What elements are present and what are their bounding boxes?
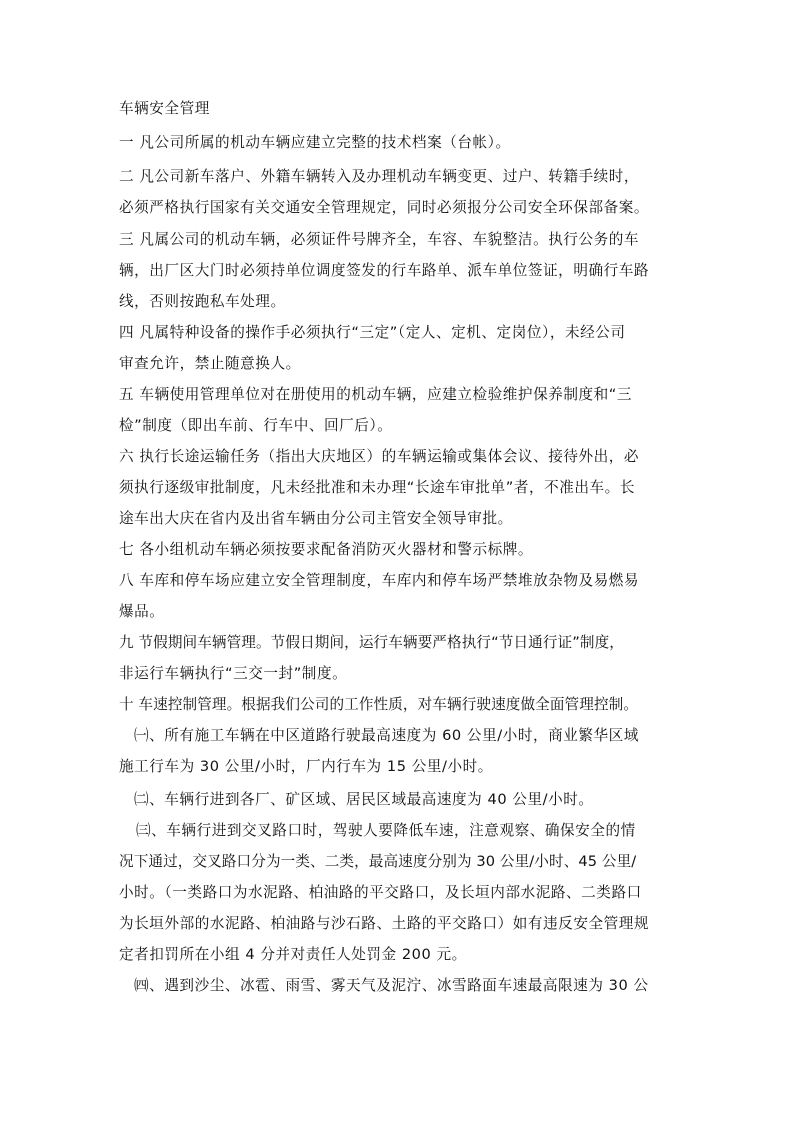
paragraph-line: 三 凡属公司的机动车辆，必须证件号牌齐全，车容、车貌整洁。执行公务的车 <box>119 231 640 248</box>
paragraph-line: 十 车速控制管理。根据我们公司的工作性质，对车辆行驶速度做全面管理控制。 <box>119 696 639 713</box>
paragraph-line: 九 节假期间车辆管理。节假日期间，运行车辆要严格执行“节日通行证”制度， <box>119 634 624 651</box>
paragraph-line: 审查允许，禁止随意换人。 <box>119 355 301 372</box>
paragraph-line: 线，否则按跑私车处理。 <box>119 293 286 310</box>
speed-rule-line: ㈣、遇到沙尘、冰雹、雨雪、雾天气及泥泞、冰雪路面车速最高限速为 30 公 <box>134 977 649 994</box>
paragraph-line: 非运行车辆执行“三交一封”制度。 <box>119 665 348 682</box>
paragraph-line: 六 执行长途运输任务（指出大庆地区）的车辆运输或集体会议、接待外出，必 <box>119 448 640 465</box>
document-title: 车辆安全管理 <box>119 100 210 117</box>
paragraph-line: 四 凡属特种设备的操作手必须执行“三定”（定人、定机、定岗位），未经公司 <box>119 324 626 341</box>
paragraph-line: 八 车库和停车场应建立安全管理制度，车库内和停车场严禁堆放杂物及易燃易 <box>119 572 640 589</box>
paragraph-line: 二 凡公司新车落户、外籍车辆转入及办理机动车辆变更、过户、转籍手续时， <box>119 168 640 185</box>
speed-rule-line: 小时。（一类路口为水泥路、柏油路的平交路口，及长垣内部水泥路、二类路口 <box>119 884 642 901</box>
paragraph-line: 必须严格执行国家有关交通安全管理规定，同时必须报分公司安全环保部备案。 <box>119 199 650 216</box>
speed-rule-line: ㈠、所有施工车辆在中区道路行驶最高速度为 60 公里/小时，商业繁华区域 <box>134 727 639 744</box>
paragraph-line: 五 车辆使用管理单位对在册使用的机动车辆，应建立检验维护保养制度和“三 <box>119 386 633 403</box>
paragraph-line: 辆，出厂区大门时必须持单位调度签发的行车路单、派车单位签证，明确行车路 <box>119 262 650 279</box>
paragraph-line: 须执行逐级审批制度，凡未经批准和未办理“长途车审批单”者，不准出车。长 <box>119 479 635 496</box>
paragraph-line: 七 各小组机动车辆必须按要求配备消防灭火器材和警示标牌。 <box>119 541 534 558</box>
speed-rule-line: 况下通过，交叉路口分为一类、二类，最高速度分别为 30 公里/小时、45 公里/ <box>119 853 637 870</box>
speed-rule-line: ㈡、车辆行进到各厂、矿区域、居民区域最高速度为 40 公里/小时。 <box>134 791 594 808</box>
paragraph-line: 爆品。 <box>119 603 165 620</box>
speed-rule-line: 定者扣罚所在小组 4 分并对责任人处罚金 200 元。 <box>119 946 467 963</box>
paragraph-line: 一 凡公司所属的机动车辆应建立完整的技术档案（台帐）。 <box>119 134 511 151</box>
speed-rule-line: 为长垣外部的水泥路、柏油路与沙石路、土路的平交路口）如有违反安全管理规 <box>119 915 650 932</box>
speed-rule-line: 施工行车为 30 公里/小时，厂内行车为 15 公里/小时。 <box>119 758 493 775</box>
speed-rule-line: ㈢、车辆行进到交叉路口时，驾驶人要降低车速，注意观察、确保安全的情 <box>136 822 636 839</box>
paragraph-line: 检”制度（即出车前、行车中、回厂后）。 <box>119 417 393 434</box>
paragraph-line: 途车出大庆在省内及出省车辆由分公司主管安全领导审批。 <box>119 510 513 527</box>
